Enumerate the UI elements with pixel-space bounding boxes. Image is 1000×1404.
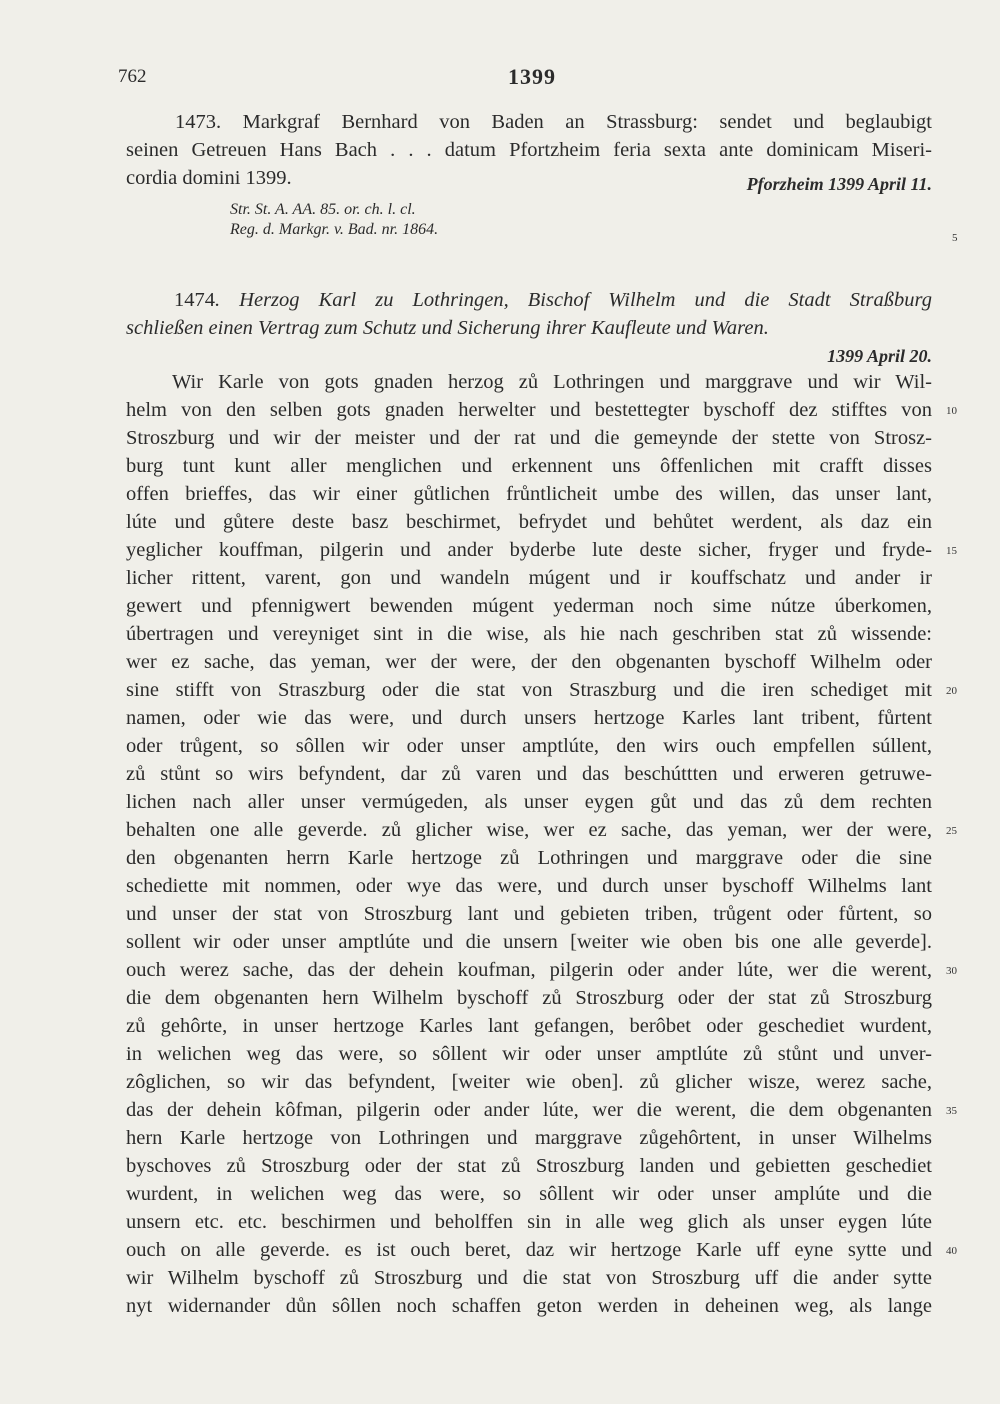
body-line: wurdent, in welichen weg das were, so sôllent wir oder unser amplúte und die [126,1183,932,1205]
body-line: unsern etc. etc. beschirmen und beholffen sin in alle weg glich als unser eygen lúte [126,1211,932,1233]
body-line: behalten one alle geverde. zů glicher wise, wer ez sache, das yeman, wer der were, [126,819,932,841]
margin-line-number: 40 [946,1245,957,1257]
body-line: in welichen weg das were, so sôllent wir oder unser amptlúte zů stůnt und unver- [126,1043,932,1065]
entry-1474-summary-line-1 [174,286,932,314]
body-line: zů stůnt so wirs befyndent, dar zů varen und das beschúttten und erweren getruwe- [126,763,932,785]
margin-line-number: 35 [946,1105,957,1117]
body-line: zů gehôrte, in unser hertzoge Karles lant gefangen, berôbet oder geschediet wurdent, [126,1015,932,1037]
body-line: wer ez sache, das yeman, wer der were, der den obgenanten byschoff Wilhelm oder [126,651,932,673]
body-line: oder trůgent, so sôllen wir oder unser amptlúte, den wirs ouch empfellen súllent, [126,735,932,757]
body-line: gewert und pfennigwert bewenden múgent yederman noch sime nútze úberkomen, [126,595,932,617]
body-line: úbertragen und vereyniget sint in die wise, als hie nach geschriben stat zů wissende: [126,623,932,645]
body-line: namen, oder wie das were, und durch unsers hertzoge Karles lant tribent, fůrtent [126,707,932,729]
margin-line-number: 5 [952,232,958,244]
body-line: Wir Karle von gots gnaden herzog zů Lothringen und marggrave und wir Wil- [172,371,932,393]
body-line: nyt widernander důn sôllen noch schaffen geton werden in deheinen weg, als lange [126,1295,932,1317]
margin-line-number: 10 [946,405,957,417]
entry-1474-summary-line-2: schließen einen Vertrag zum Schutz und Sicherung ihrer Kaufleute und Waren. [126,317,769,339]
entry-summary: . Herzog Karl zu Lothringen, Bischof Wilhelm und die Stadt Straßburg [215,289,932,311]
entry-1473-line-1 [175,108,932,136]
body-line: byschoves zů Stroszburg oder der stat zů Stroszburg landen und gebietten geschediet [126,1155,932,1177]
body-line: den obgenanten herrn Karle hertzoge zů Lothringen und marggrave oder die sine [126,847,932,869]
body-line: Stroszburg und wir der meister und der rat und die gemeynde der stette von Strosz- [126,427,932,449]
entry-1473-dateline: Pforzheim 1399 April 11. [746,174,932,194]
body-line: sollent wir oder unser amptlúte und die unsern [weiter wie oben bis one alle geverde]. [126,931,932,953]
body-line: licher rittent, varent, gon und wandeln múgent und ir kouffschatz und ander ir [126,567,932,589]
body-line: burg tunt kunt aller menglichen und erkennent uns ôffenlichen mit crafft disses [126,455,932,477]
margin-line-number: 15 [946,545,957,557]
source-citation-1: Str. St. A. AA. 85. or. ch. l. cl. [230,201,416,218]
body-line: wir Wilhelm byschoff zů Stroszburg und die stat von Stroszburg uff die ander sytte [126,1267,932,1289]
body-line: lichen nach aller unser vermúgeden, als unser eygen gůt und das zů dem rechten [126,791,932,813]
body-line: sine stifft von Straszburg oder die stat von Straszburg und die iren schediget mit [126,679,932,701]
margin-line-number: 25 [946,825,957,837]
body-line: ouch on alle geverde. es ist ouch beret, daz wir hertzoge Karle uff eyne sytte und [126,1239,932,1261]
body-line: die dem obgenanten hern Wilhelm byschoff zů Stroszburg oder der stat zů Stroszburg [126,987,932,1009]
entry-number: 1473 [175,111,216,133]
entry-1473-line-3: cordia domini 1399. [126,167,292,189]
body-line: yeglicher kouffman, pilgerin und ander byderbe lute deste sicher, fryger und fryde- [126,539,932,561]
body-line: schediette mit nommen, oder wye das were, und durch unser byschoff Wilhelms lant [126,875,932,897]
page-number: 762 [118,66,147,87]
body-line: ouch werez sache, das der dehein koufman, pilgerin oder ander lúte, wer die werent, [126,959,932,981]
entry-1473-line-2: seinen Getreuen Hans Bach . . . datum Pfortzheim feria sexta ante dominicam Miseri- [126,139,932,161]
body-line: zôglichen, so wir das befyndent, [weiter wie oben]. zů glicher wisze, werez sache, [126,1071,932,1093]
margin-line-number: 30 [946,965,957,977]
body-line: offen brieffes, das wir einer gůtlichen frůntlicheit umbe des willen, das unser lant, [126,483,932,505]
running-head-year: 1399 [508,64,556,89]
body-line: hern Karle hertzoge von Lothringen und marggrave zůgehôrtent, in unser Wilhelms [126,1127,932,1149]
entry-number: 1474 [174,289,215,311]
body-line: lúte und gůtere deste basz beschirmet, befrydet und behůtet werdent, als daz ein [126,511,932,533]
margin-line-number: 20 [946,685,957,697]
entry-1474-dateline: 1399 April 20. [827,346,932,366]
body-line: helm von den selben gots gnaden herwelter und bestettegter byschoff dez stifftes von [126,399,932,421]
body-line: und unser der stat von Stroszburg lant und gebieten triben, trůgent oder fůrtent, so [126,903,932,925]
source-citation-2: Reg. d. Markgr. v. Bad. nr. 1864. [230,221,439,238]
entry-text: . Markgraf Bernhard von Baden an Strassburg: sendet und beglaubigt [216,111,932,133]
body-line: das der dehein kôfman, pilgerin oder ander lúte, wer die werent, die dem obgenanten [126,1099,932,1121]
